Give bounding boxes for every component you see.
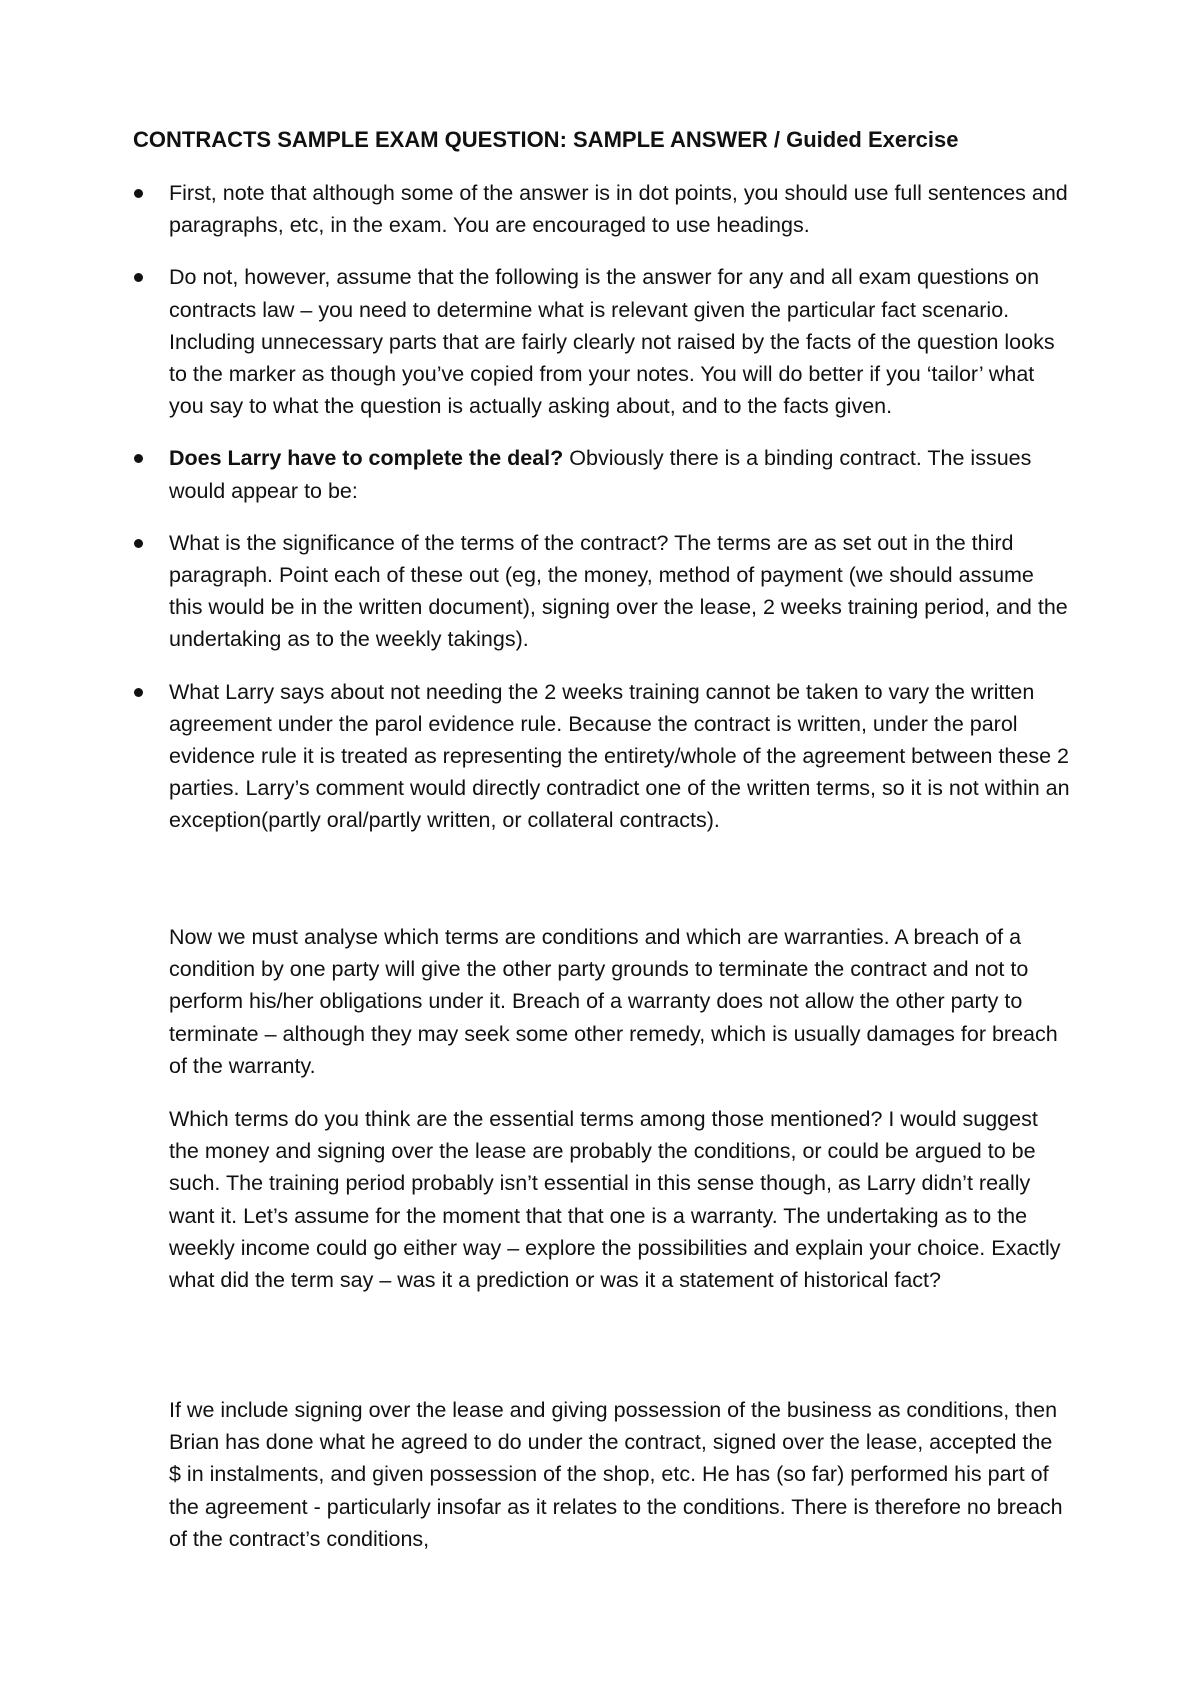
bullet-text: What Larry says about not needing the 2 weeks training cannot be taken to vary the written agreement under the parol evidence rule. Because the contract is written, under the parol evidence rule it is treated as representing the entirety/whole of the agreement between these 2 parties. Larry’s comment would directly contradict one of the written terms, so it is not within an exception(partly oral/partly written, or collateral contracts). [169, 679, 1070, 833]
bullet-icon [134, 189, 143, 198]
bullet-list [133, 177, 1073, 857]
bullet-item-exam-format [133, 177, 1073, 241]
bullet-item-relevance [133, 261, 1073, 422]
bullet-icon [134, 688, 143, 697]
bullet-text: Obviously there is a binding contract. The issues would appear to be: [169, 446, 1032, 503]
paragraph-essential-terms: Which terms do you think are the essential terms among those mentioned? I would suggest the money and signing over the lease are probably the conditions, or could be argued to be such. The training period probably isn’t essential in this sense though, as Larry didn’t really want it. Let’s assume for the moment that that one is a warranty. The undertaking as to the weekly income could go either way – explore the possibilities and explain your choice. Exactly what did the term say – was it a prediction or was it a statement of historical fact? [169, 1107, 1061, 1293]
paragraph-conditions-warranties: Now we must analyse which terms are conditions and which are warranties. A breach of a condition by one party will give the other party grounds to terminate the contract and not to perform his/her obligations under it. Breach of a warranty does not allow the other party to terminate – although they may seek some other remedy, which is usually damages for breach of the warranty. [169, 925, 1058, 1078]
bullet-icon [134, 539, 143, 548]
bullet-text: What is the significance of the terms of the contract? The terms are as set out in the third paragraph. Point each of these out (eg, the money, method of payment (we should assume this would be in the written document), signing over the lease, 2 weeks training period, and the undertaking as to the weekly takings). [169, 530, 1068, 652]
bullet-icon [134, 273, 143, 282]
bullet-text: Do not, however, assume that the following is the answer for any and all exam questions on contracts law – you need to determine what is relevant given the particular fact scenario. Including unnecessary parts that are fairly clearly not raised by the facts of the question looks to the marker as though you’ve copied from your notes. You will do better if you ‘tailor’ what you say to what the question is actually asking about, and to the facts given. [169, 265, 1055, 419]
page-title: CONTRACTS SAMPLE EXAM QUESTION: SAMPLE ANSWER / Guided Exercise [133, 127, 959, 152]
paragraph-brian-performance: If we include signing over the lease and giving possession of the business as conditions, then Brian has done what he agreed to do under the contract, signed over the lease, accepted the $ in instalments, and given possession of the shop, etc. He has (so far) performed his part of the agreement - particularly insofar as it relates to the conditions. There is therefore no breach of the contract’s conditions, [169, 1398, 1063, 1551]
bullet-item-parol-evidence [133, 676, 1073, 837]
bullet-bold-question: Does Larry have to complete the deal? [169, 446, 564, 471]
bullet-item-terms-significance [133, 527, 1073, 656]
bullet-icon [134, 454, 143, 463]
bullet-item-larry-deal [133, 442, 1073, 506]
bullet-text: First, note that although some of the answer is in dot points, you should use full sentences and paragraphs, etc, in the exam. You are encouraged to use headings. [169, 181, 1068, 238]
